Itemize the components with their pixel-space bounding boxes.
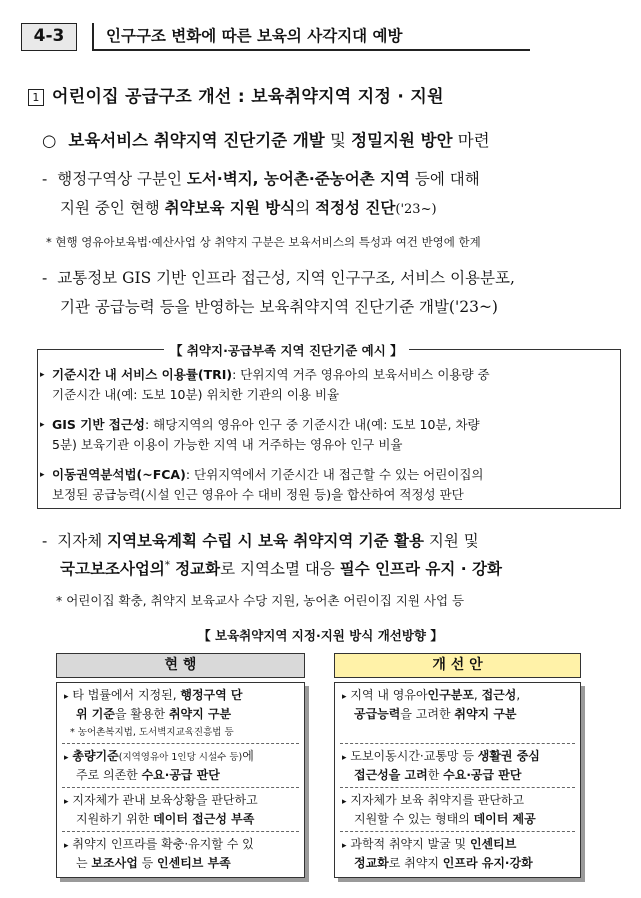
text-bold: 행정구역 단 xyxy=(180,688,243,702)
text: 을 활용한 xyxy=(114,707,169,721)
current-column-header: 현 행 xyxy=(56,653,305,678)
text: 지원 및 xyxy=(423,532,479,550)
criteria-text: : 해당지역의 영유아 인구 중 기준시간 내(예: 도보 10분, 차량 xyxy=(145,417,480,432)
text: 지자체 xyxy=(57,532,108,550)
heading-1-text: 어린이집 공급구조 개선 : 보육취약지역 지정 · 지원 xyxy=(52,87,444,107)
text: 지원할 수 있는 형태의 xyxy=(354,812,474,826)
text-bold: 취약보육 지원 방식 xyxy=(164,199,296,217)
divider xyxy=(340,831,575,832)
paragraph-2-line-2: 기관 공급능력 등을 반영하는 보육취약지역 진단기준 개발('23~) xyxy=(60,298,498,316)
criteria-text: 5분) 보육기관 이용이 가능한 지역 내 거주하는 영유아 인구 비율 xyxy=(52,437,403,452)
criteria-label: 기준시간 내 서비스 이용률(TRI) xyxy=(52,367,233,382)
text-bold: 공급능력 xyxy=(354,707,401,721)
text-bold: 정교화 xyxy=(354,856,389,870)
current-item xyxy=(64,687,243,723)
proposed-item xyxy=(342,748,540,784)
proposed-item xyxy=(342,836,533,872)
criteria-text: : 단위지역에서 기준시간 내 접근할 수 있는 어린이집의 xyxy=(185,467,484,482)
triangle-bullet-icon: ▸ xyxy=(64,797,69,807)
text-bold: 취약지 구분 xyxy=(454,707,517,721)
text-bold: 접근성을 고려 xyxy=(354,768,428,782)
triangle-bullet-icon: ▸ xyxy=(40,370,45,380)
text: 한 xyxy=(427,768,444,782)
text: 지역 내 영유아 xyxy=(350,688,428,702)
note-2: * 어린이집 확충, 취약지 보육교사 수당 지원, 농어촌 어린이집 지원 사업 등 xyxy=(56,593,465,608)
note-1: * 현행 영유아보육법·예산사업 상 취약지 구분은 보육서비스의 특성과 여건 반영에 한계 xyxy=(46,235,481,249)
text-bold: 인구분포 xyxy=(427,688,474,702)
criteria-label: 이동권역분석법(~FCA) xyxy=(52,467,186,482)
text: 취약지 인프라를 확충·유지할 수 있 xyxy=(72,837,254,851)
text: 과학적 취약지 발굴 및 xyxy=(350,837,470,851)
triangle-bullet-icon: ▸ xyxy=(40,420,45,430)
text-bold: 수요·공급 판단 xyxy=(443,768,522,782)
triangle-bullet-icon: ▸ xyxy=(64,841,69,851)
text: 을 고려한 xyxy=(400,707,455,721)
text: 주로 의존한 xyxy=(76,768,142,782)
heading-2 xyxy=(42,127,490,151)
text: (지역영유아 1인당 시설수 등) xyxy=(118,752,243,763)
proposed-item xyxy=(342,792,536,828)
text-bold: 데이터 접근성 부족 xyxy=(153,812,255,826)
text-bold: 데이터 제공 xyxy=(473,812,536,826)
text-bold: 접근성 xyxy=(481,688,517,702)
heading-2-part: 정밀지원 방안 xyxy=(351,131,453,150)
text-bold: 총량기준 xyxy=(72,749,119,763)
text: 지자체가 관내 보육상황을 판단하고 xyxy=(72,793,258,807)
text: 타 법률에서 지정된, xyxy=(72,688,181,702)
text-bold: 필수 인프라 유지 · 강화 xyxy=(339,560,502,578)
text: , xyxy=(516,688,521,702)
text-bold: 인프라 유지·강화 xyxy=(442,856,533,870)
divider xyxy=(62,831,299,832)
section-number-badge: 4-3 xyxy=(21,23,77,51)
comparison-title: 【 보육취약지역 지정·지원 방식 개선방향 】 xyxy=(198,628,443,643)
criteria-text: 기준시간 내(예: 도보 10분) 위치한 기관의 이용 비율 xyxy=(52,387,340,402)
footnote-mark: * xyxy=(164,559,170,571)
text: 등 xyxy=(137,856,158,870)
text: 지원 중인 현행 xyxy=(60,199,165,217)
dash-bullet: - xyxy=(42,170,48,188)
divider xyxy=(62,743,299,744)
text-bold: 위 기준 xyxy=(76,707,115,721)
text: 에 xyxy=(242,749,254,763)
text: 등에 대해 xyxy=(410,170,480,188)
triangle-bullet-icon: ▸ xyxy=(342,841,347,851)
text: ('23~) xyxy=(395,202,437,217)
triangle-bullet-icon: ▸ xyxy=(64,753,69,763)
current-item-note: * 농어촌복지법, 도서벽지교육진흥법 등 xyxy=(70,727,234,738)
proposed-column-header: 개 선 안 xyxy=(334,653,581,678)
divider xyxy=(62,787,299,788)
section-title: 인구구조 변화에 따른 보육의 사각지대 예방 xyxy=(92,23,530,51)
heading-2-part: 마련 xyxy=(452,131,490,150)
text-bold: 지역보육계획 수립 시 보육 취약지역 기준 활용 xyxy=(107,532,424,550)
text-bold: 취약지 구분 xyxy=(168,707,232,721)
text-bold: 수요·공급 판단 xyxy=(141,768,220,782)
heading-1 xyxy=(28,82,444,107)
circle-bullet: ○ xyxy=(42,131,57,150)
text: 로 취약지 xyxy=(388,856,443,870)
current-item xyxy=(64,792,258,828)
text: , xyxy=(473,688,482,702)
dash-bullet: - xyxy=(42,269,48,287)
text-bold: 생활권 중심 xyxy=(477,749,540,763)
text-bold: 보조사업 xyxy=(91,856,138,870)
text: 교통정보 GIS 기반 인프라 접근성, 지역 인구구조, 서비스 이용분포, xyxy=(57,269,515,287)
triangle-bullet-icon: ▸ xyxy=(342,692,347,702)
text-bold: 적정성 진단 xyxy=(315,199,396,217)
text: 행정구역상 구분인 xyxy=(57,170,187,188)
criteria-item xyxy=(40,365,612,405)
paragraph-2-line-1 xyxy=(42,266,515,288)
triangle-bullet-icon: ▸ xyxy=(342,753,347,763)
text: 지자체가 보육 취약지를 판단하고 xyxy=(350,793,525,807)
text: 지원하기 위한 xyxy=(76,812,154,826)
text-bold: 인센티브 xyxy=(469,837,517,851)
current-item xyxy=(64,836,254,872)
heading-2-part: 및 xyxy=(324,131,352,150)
text: 의 xyxy=(295,199,316,217)
criteria-label: GIS 기반 접근성 xyxy=(52,417,145,432)
heading-2-part: 보육서비스 취약지역 진단기준 개발 xyxy=(68,131,325,150)
paragraph-1-line-1 xyxy=(42,167,480,189)
paragraph-3-line-2 xyxy=(60,557,502,579)
criteria-title: 【 취약지·공급부족 지역 진단기준 예시 】 xyxy=(164,341,409,359)
triangle-bullet-icon: ▸ xyxy=(64,692,69,702)
text-bold: 국고보조사업의 xyxy=(60,560,165,578)
text-bold: 정교화 xyxy=(169,560,221,578)
proposed-item xyxy=(342,687,520,723)
triangle-bullet-icon: ▸ xyxy=(40,470,45,480)
dash-bullet: - xyxy=(42,532,48,550)
text-bold: 도서·벽지, 농어촌·준농어촌 지역 xyxy=(186,170,410,188)
divider xyxy=(340,743,575,744)
paragraph-3-line-1 xyxy=(42,529,479,551)
text: 도보이동시간·교통망 등 xyxy=(350,749,478,763)
criteria-item xyxy=(40,465,612,505)
text: 는 xyxy=(76,856,92,870)
text: 로 지역소멸 대응 xyxy=(220,560,340,578)
text-bold: 인센티브 부족 xyxy=(157,856,231,870)
paragraph-1-line-2 xyxy=(60,196,437,218)
criteria-text: 보정된 공급능력(시설 인근 영유아 수 대비 정원 등)을 합산하여 적정성 판단 xyxy=(52,487,464,502)
criteria-item xyxy=(40,415,612,455)
current-item xyxy=(64,748,254,784)
divider xyxy=(340,787,575,788)
heading-number-box: 1 xyxy=(28,89,44,106)
triangle-bullet-icon: ▸ xyxy=(342,797,347,807)
criteria-text: : 단위지역 거주 영유아의 보육서비스 이용량 중 xyxy=(232,367,490,382)
